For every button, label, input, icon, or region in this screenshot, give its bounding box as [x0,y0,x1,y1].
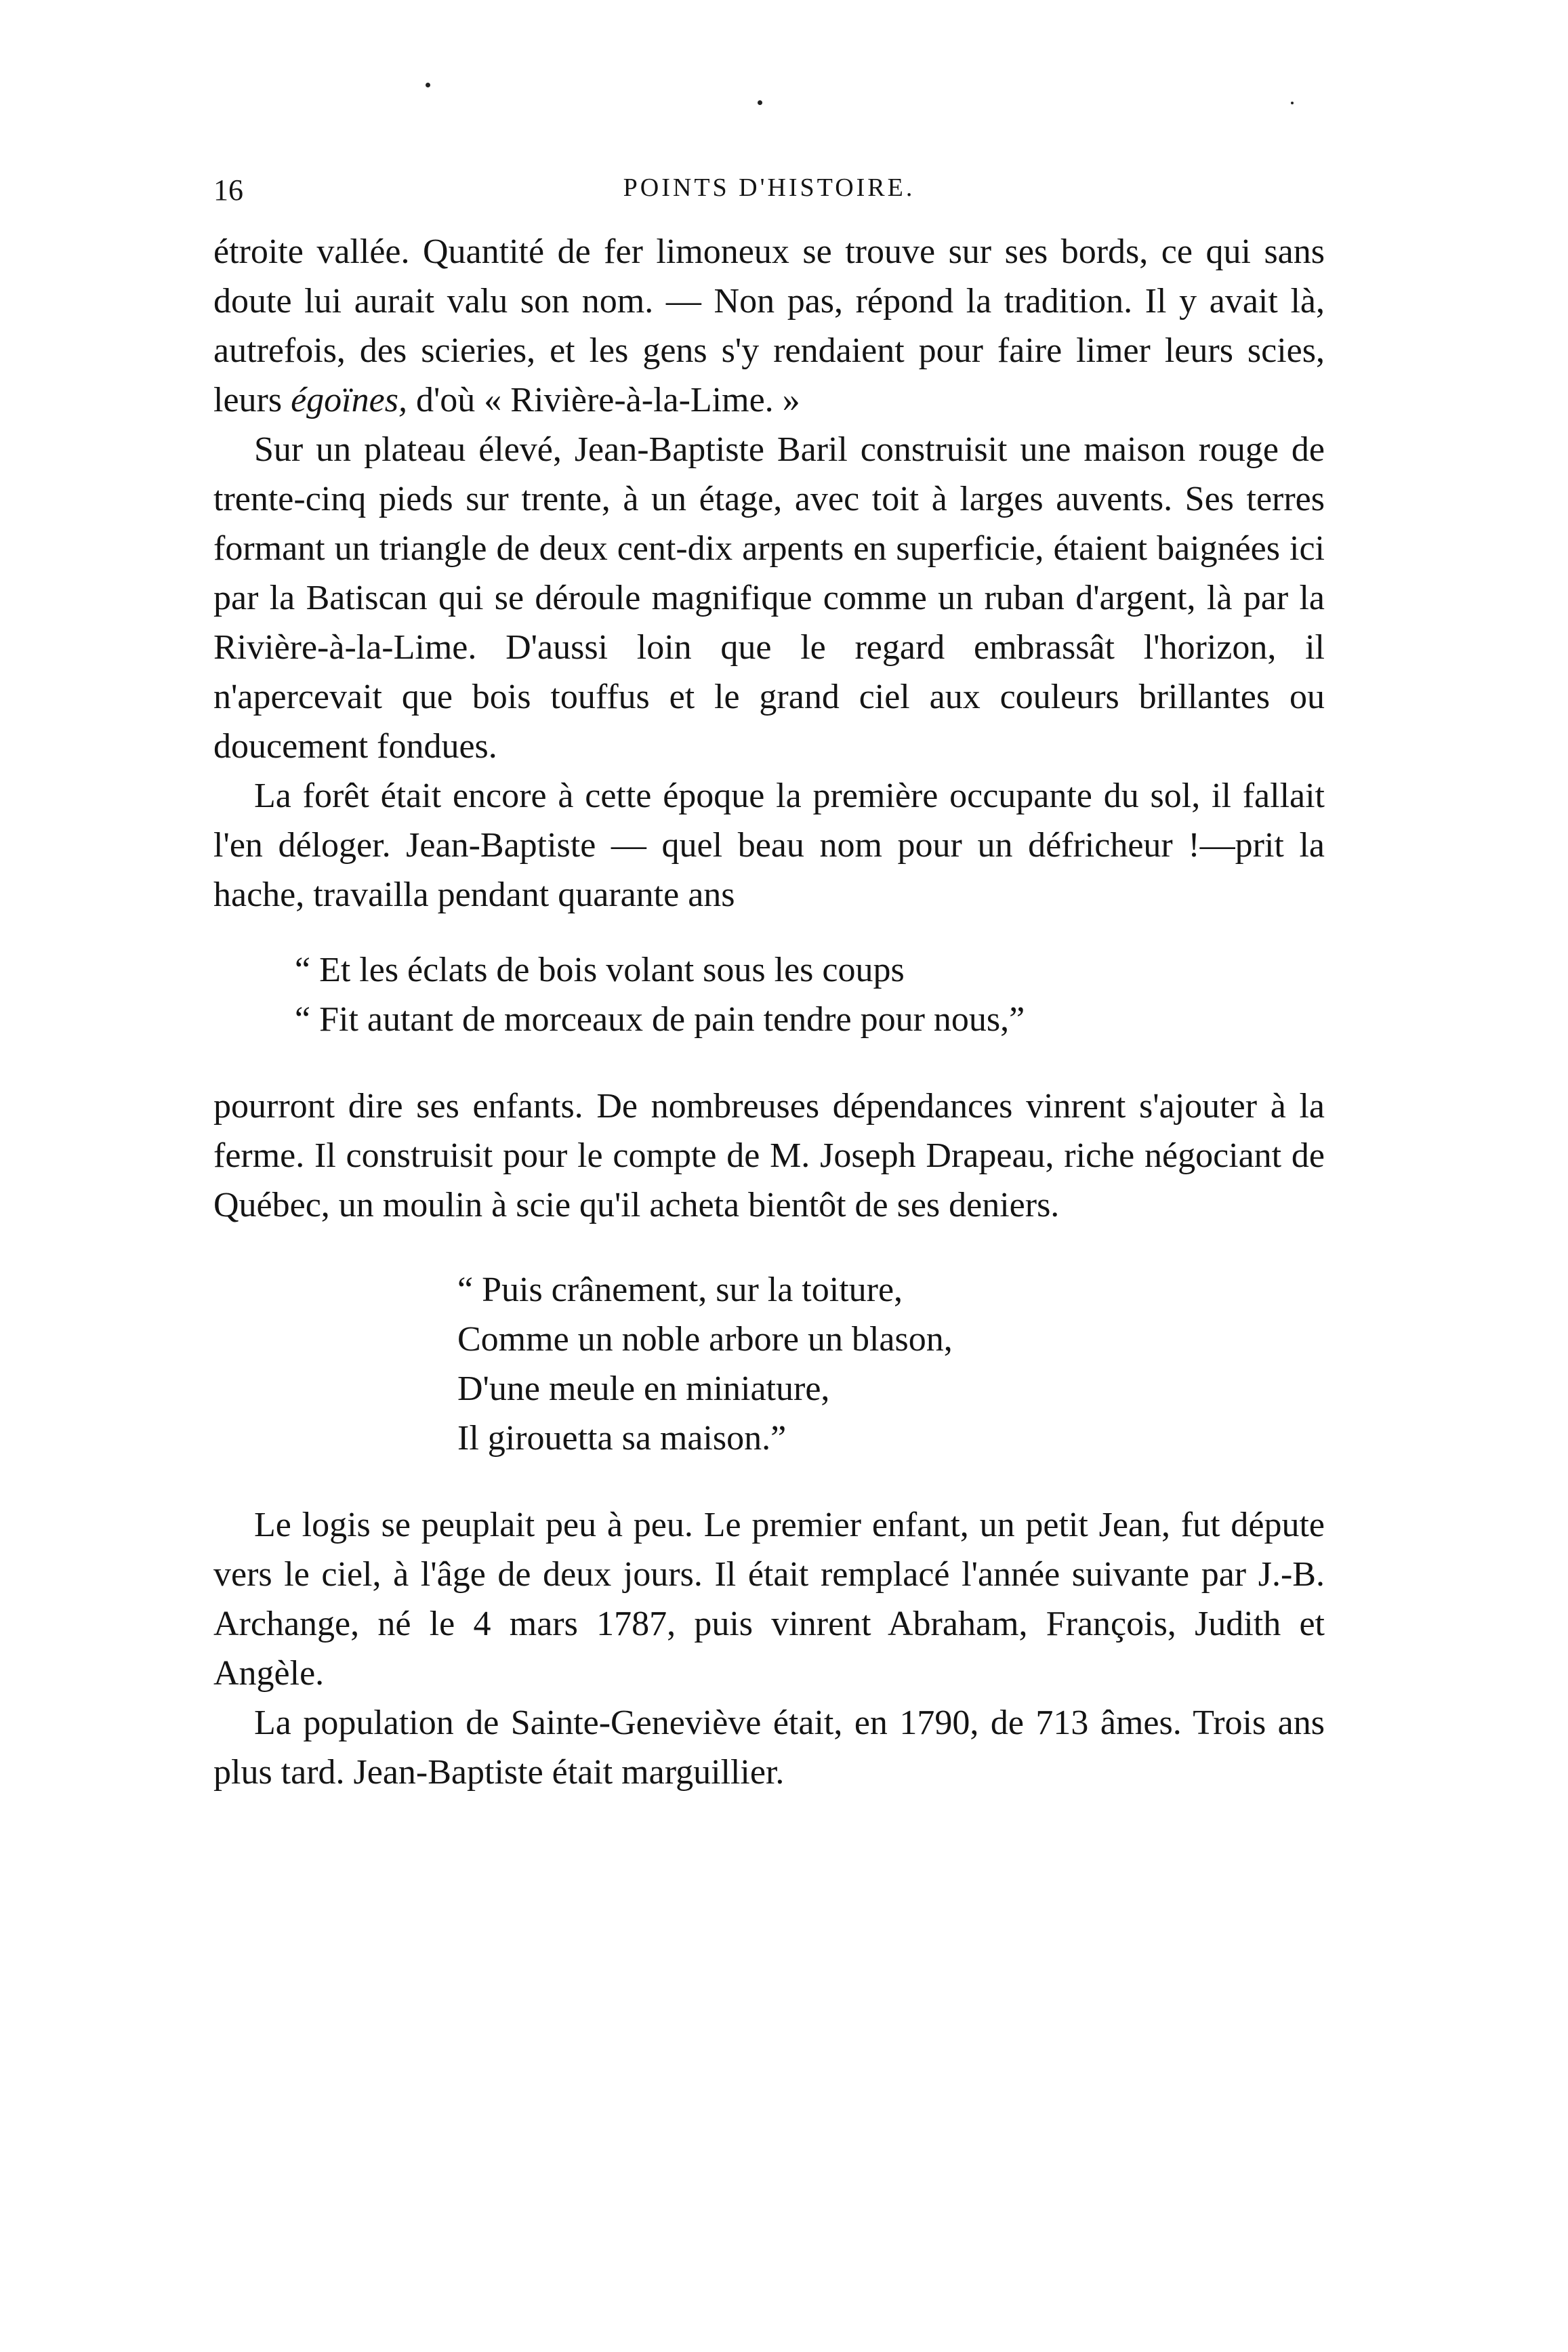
paragraph-6: La population de Sainte-Geneviève était, en 1790, de 713 âmes. Trois ans plus tard. Jean-Baptiste était marguillier. [213,1704,1325,1792]
paragraph-1-end: d'où « Rivière-à-la-Lime. » [407,381,800,419]
verse-line: Comme un noble arbore un blason, [457,1320,953,1359]
print-speck [426,83,430,87]
print-speck [758,100,762,105]
print-speck [1291,102,1294,104]
paragraph-4: pourront dire ses enfants. De nombreuses dépendances vinrent s'ajouter à la ferme. Il construisit pour le compte de M. Joseph Drapeau, riche négociant de Québec, un moulin à scie qu'il acheta bientôt de ses deniers. [213,1087,1325,1224]
paragraph-3: La forêt était encore à cette époque la première occupante du sol, il fallait l'en déloger. Jean-Baptiste — quel beau nom pour un défricheur !—prit la hache, travailla pendant quarante ans [213,777,1325,914]
page-header [213,173,1325,227]
verse-line: “ Fit autant de morceaux de pain tendre pour nous,” [295,1000,1025,1039]
verse-quote-2 [457,1265,1325,1463]
verse-line: Il girouetta sa maison.” [457,1419,787,1458]
paragraph-1 [213,227,1325,425]
running-title: POINTS D'HISTOIRE. [623,173,915,202]
paragraph-2: Sur un plateau élevé, Jean-Baptiste Baril construisit une maison rouge de trente-cinq pieds sur trente, à un étage, avec toit à larges auvents. Ses terres formant un triangle de deux cent-dix arpents en superficie, étaient baignées ici par la Batiscan qui se déroule magnifique comme un ruban d'argent, là par la Rivière-à-la-Lime. D'aussi loin que le regard embrassât l'horizon, il n'apercevait que bois touffus et le grand ciel aux couleurs brillantes ou doucement fondues. [213,430,1325,766]
book-page [213,173,1325,1797]
verse-line: “ Puis crânement, sur la toiture, [457,1271,903,1309]
verse-quote-1 [295,945,1325,1044]
verse-line: “ Et les éclats de bois volant sous les coups [295,951,905,989]
verse-line: D'une meule en miniature, [457,1369,830,1408]
paragraph-5: Le logis se peuplait peu à peu. Le premier enfant, un petit Jean, fut députe vers le ciel, à l'âge de deux jours. Il était remplacé l'année suivante par J.-B. Archange, né le 4 mars 1787, puis vinrent Abraham, François, Judith et Angèle. [213,1506,1325,1693]
paragraph-1-text: étroite vallée. Quantité de fer limoneux se trouve sur ses bords, ce qui sans doute lui aurait valu son nom. — Non pas, répond la tradition. Il y avait là, autrefois, des scieries, et les gens s'y rendaient pour faire limer leurs scies, leurs [213,232,1325,419]
page-number: 16 [213,173,243,207]
paragraph-1-emphasis: égoïnes, [291,381,407,419]
